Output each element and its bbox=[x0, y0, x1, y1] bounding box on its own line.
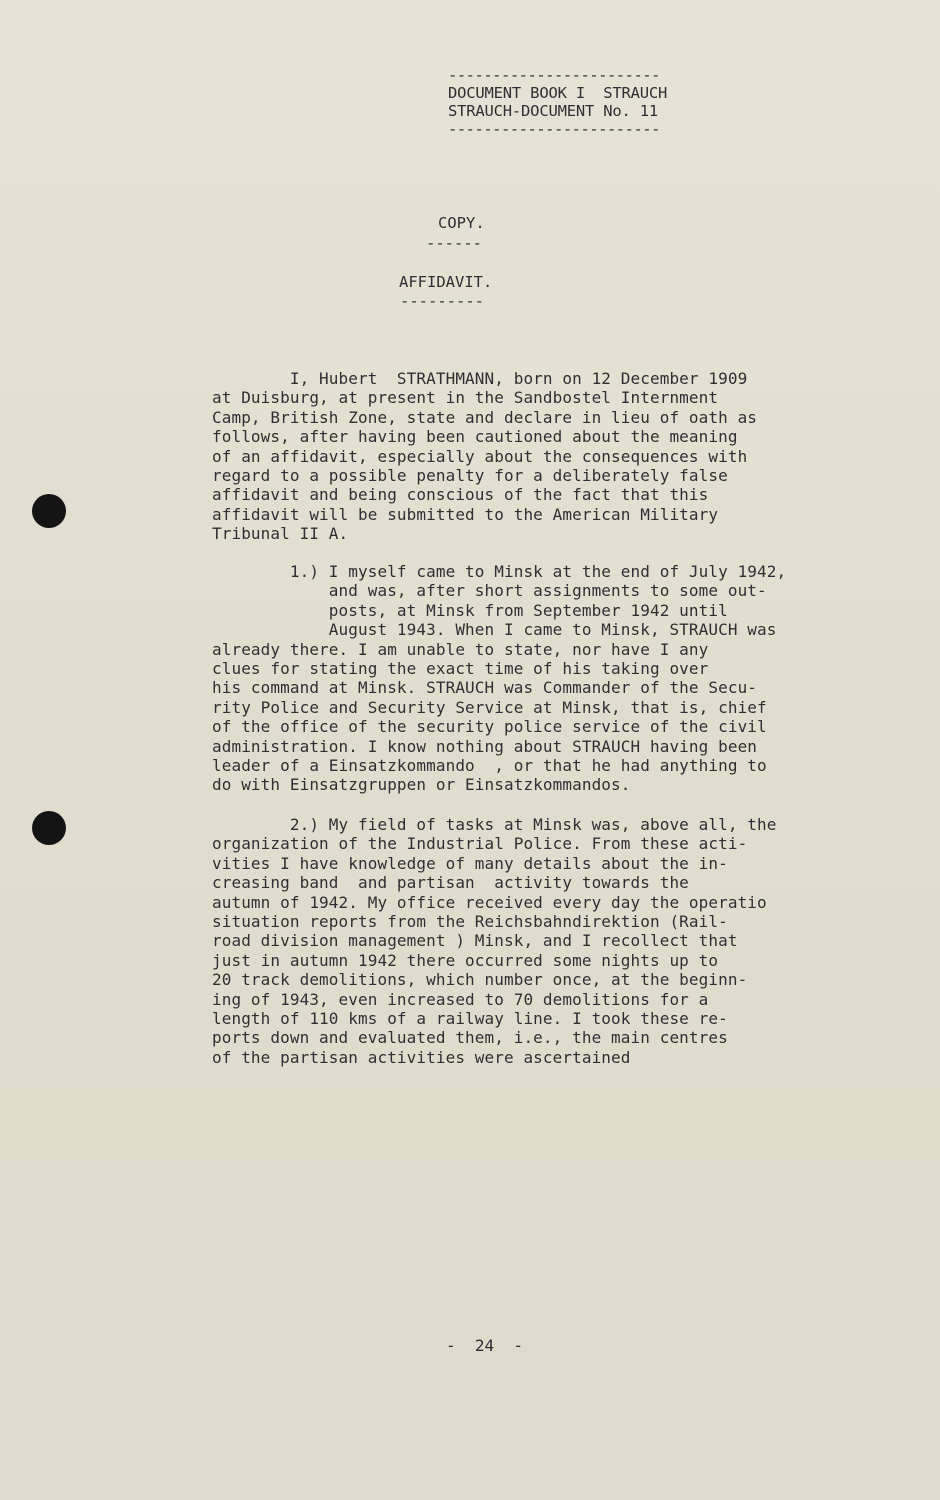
text-line: his command at Minsk. STRAUCH was Commander of the Secu- bbox=[212, 678, 758, 698]
text-line: Camp, British Zone, state and declare in lieu of oath as bbox=[212, 407, 758, 427]
text-line: of an affidavit, especially about the consequences with bbox=[212, 446, 748, 466]
punch-hole bbox=[32, 494, 66, 528]
text-line: affidavit will be submitted to the American Military bbox=[212, 504, 719, 524]
text-line: 2.) My field of tasks at Minsk was, above all, the bbox=[212, 815, 777, 834]
affidavit-underline: --------- bbox=[400, 292, 484, 310]
text-line: of the partisan activities were ascertained bbox=[212, 1047, 631, 1067]
copy-heading: COPY. bbox=[438, 214, 485, 232]
text-line: rity Police and Security Service at Minsk, that is, chief bbox=[212, 697, 767, 717]
text-line: do with Einsatzgruppen or Einsatzkommandos. bbox=[212, 775, 631, 795]
text-line: leader of a Einsatzkommando , or that he had anything to bbox=[212, 756, 767, 776]
text-line: ports down and evaluated them, i.e., the main centres bbox=[212, 1028, 728, 1048]
text-line: follows, after having been cautioned about the meaning bbox=[212, 427, 738, 447]
text-line: autumn of 1942. My office received every day the operatio bbox=[212, 892, 767, 912]
header-rule-bottom: ------------------------ bbox=[448, 120, 660, 138]
punch-hole bbox=[32, 811, 66, 845]
text-line: clues for stating the exact time of his taking over bbox=[212, 659, 709, 679]
text-line: administration. I know nothing about STRAUCH having been bbox=[212, 736, 758, 756]
point-1-paragraph bbox=[212, 562, 902, 795]
text-line: regard to a possible penalty for a deliberately false bbox=[212, 466, 728, 486]
text-line: road division management ) Minsk, and I recollect that bbox=[212, 931, 738, 951]
text-line: 20 track demolitions, which number once, at the beginn- bbox=[212, 970, 748, 990]
copy-underline: ------ bbox=[426, 234, 482, 252]
header-rule-top: ------------------------ bbox=[448, 66, 660, 84]
text-line: organization of the Industrial Police. From these acti- bbox=[212, 834, 748, 854]
page-number: - 24 - bbox=[446, 1336, 524, 1355]
text-line: affidavit and being conscious of the fact that this bbox=[212, 485, 709, 505]
text-line: and was, after short assignments to some out- bbox=[212, 581, 767, 601]
intro-paragraph bbox=[212, 369, 902, 544]
text-line: vities I have knowledge of many details about the in- bbox=[212, 853, 728, 873]
text-line: at Duisburg, at present in the Sandbostel Internment bbox=[212, 388, 719, 408]
text-line: length of 110 kms of a railway line. I took these re- bbox=[212, 1009, 728, 1029]
point-2-paragraph bbox=[212, 815, 902, 1067]
text-line: situation reports from the Reichsbahndirektion (Rail- bbox=[212, 912, 728, 932]
text-line: I, Hubert STRATHMANN, born on 12 December 1909 bbox=[212, 369, 748, 388]
header-document-book: DOCUMENT BOOK I STRAUCH bbox=[448, 84, 668, 102]
text-line: creasing band and partisan activity towards the bbox=[212, 873, 689, 893]
text-line: Tribunal II A. bbox=[212, 524, 349, 544]
text-line: 1.) I myself came to Minsk at the end of July 1942, bbox=[212, 562, 787, 581]
text-line: posts, at Minsk from September 1942 until bbox=[212, 600, 728, 620]
text-line: August 1943. When I came to Minsk, STRAUCH was bbox=[212, 620, 777, 640]
header-document-number: STRAUCH-DOCUMENT No. 11 bbox=[448, 102, 659, 120]
document-header bbox=[448, 66, 748, 138]
affidavit-heading: AFFIDAVIT. bbox=[399, 273, 493, 291]
text-line: already there. I am unable to state, nor have I any bbox=[212, 639, 709, 659]
text-line: just in autumn 1942 there occurred some nights up to bbox=[212, 950, 719, 970]
text-line: of the office of the security police service of the civil bbox=[212, 717, 767, 737]
text-line: ing of 1943, even increased to 70 demolitions for a bbox=[212, 989, 709, 1009]
